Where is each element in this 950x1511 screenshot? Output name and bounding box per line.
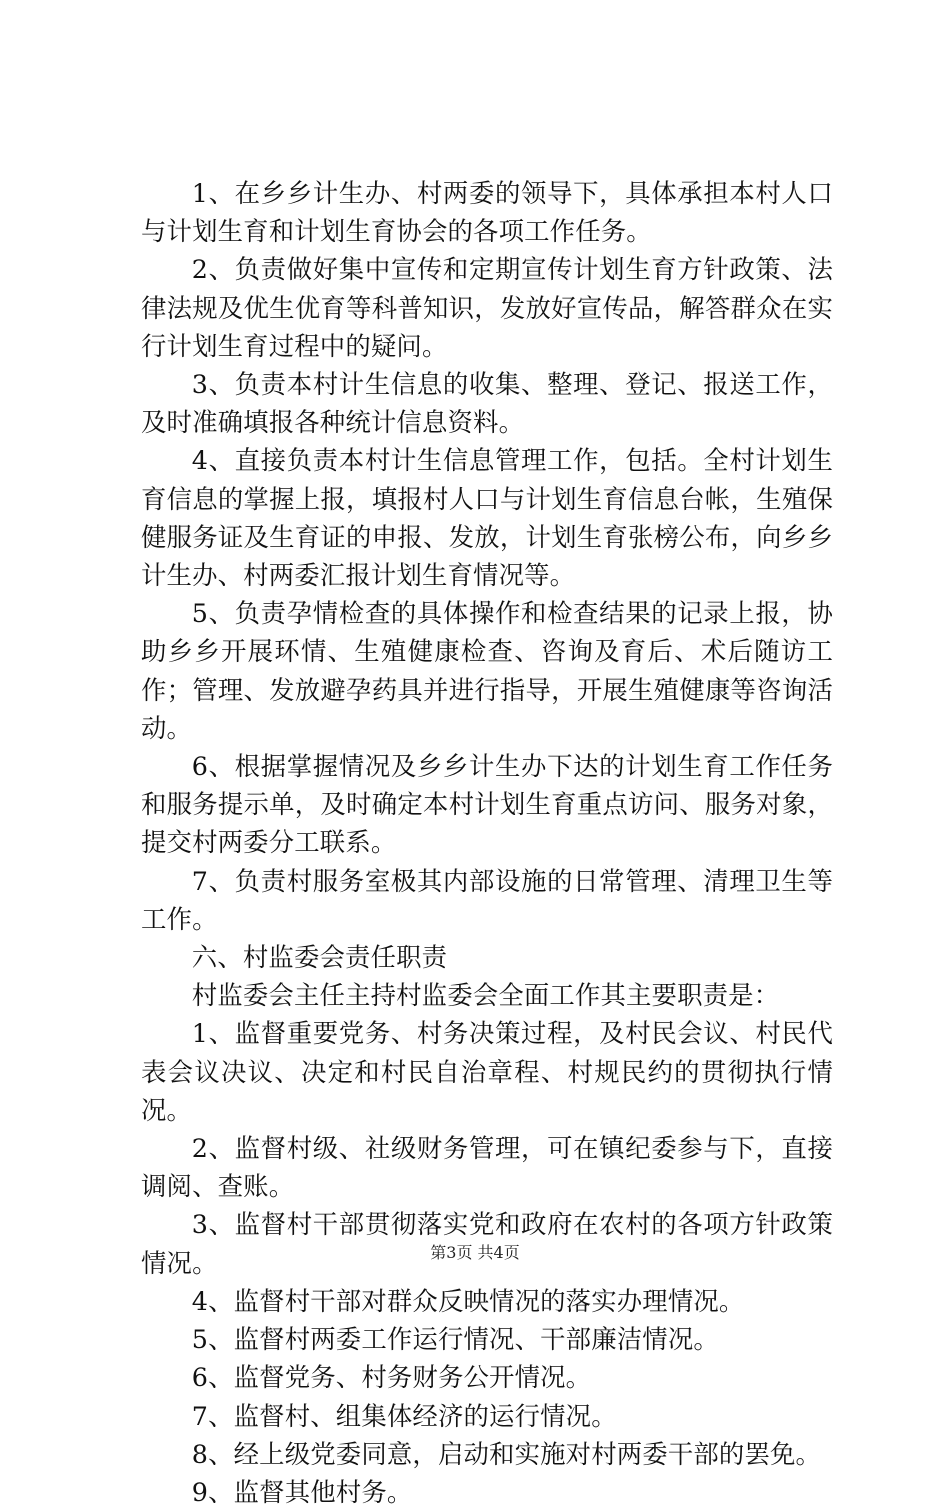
paragraph: 4、监督村干部对群众反映情况的落实办理情况。	[191, 1285, 745, 1316]
paragraph: 8、经上级党委同意，启动和实施对村两委干部的罢免。	[191, 1438, 822, 1469]
paragraph: 2、负责做好集中宣传和定期宣传计划生育方针政策、法律法规及优生优育等科普知识，发放好宣传品，解答群众在实行计划生育过程中的疑问。	[141, 254, 833, 361]
paragraph: 3、监督村干部贯彻落实党和政府在农村的各项方针政策情况。	[141, 1209, 833, 1278]
paragraph: 7、负责村服务室极其内部设施的日常管理、清理卫生等工作。	[141, 865, 833, 934]
paragraph: 9、监督其他村务。	[191, 1476, 413, 1507]
page-number-footer: 第3页 共4页	[430, 1243, 520, 1262]
paragraph: 7、监督村、组集体经济的运行情况。	[191, 1400, 617, 1431]
paragraph: 6、监督党务、村务财务公开情况。	[191, 1362, 592, 1393]
document-body	[141, 174, 833, 1511]
paragraph: 5、负责孕情检查的具体操作和检查结果的记录上报，协助乡乡开展环情、生殖健康检查、咨询及育后、术后随访工作；管理、发放避孕药具并进行指导，开展生殖健康等咨询活动。	[141, 598, 833, 743]
paragraph: 5、监督村两委工作运行情况、干部廉洁情况。	[191, 1324, 719, 1355]
paragraph: 1、在乡乡计生办、村两委的领导下，具体承担本村人口与计划生育和计划生育协会的各项工作任务。	[141, 178, 833, 247]
paragraph: 1、监督重要党务、村务决策过程，及村民会议、村民代表会议决议、决定和村民自治章程、村规民约的贯彻执行情况。	[141, 1018, 833, 1125]
paragraph: 3、负责本村计生信息的收集、整理、登记、报送工作，及时准确填报各种统计信息资料。	[141, 369, 833, 438]
paragraph: 6、根据掌握情况及乡乡计生办下达的计划生育工作任务和服务提示单，及时确定本村计划生育重点访问、服务对象，提交村两委分工联系。	[141, 751, 833, 858]
paragraph: 4、直接负责本村计生信息管理工作，包括。全村计划生育信息的掌握上报，填报村人口与计划生育信息台帐，生殖保健服务证及生育证的申报、发放，计划生育张榜公布，向乡乡计生办、村两委汇报计划生育情况等。	[141, 445, 833, 591]
paragraph: 2、监督村级、社级财务管理，可在镇纪委参与下，直接调阅、查账。	[141, 1133, 833, 1202]
section-heading: 六、村监委会责任职责	[191, 942, 448, 973]
paragraph: 村监委会主任主持村监委会全面工作其主要职责是：	[191, 980, 780, 1011]
